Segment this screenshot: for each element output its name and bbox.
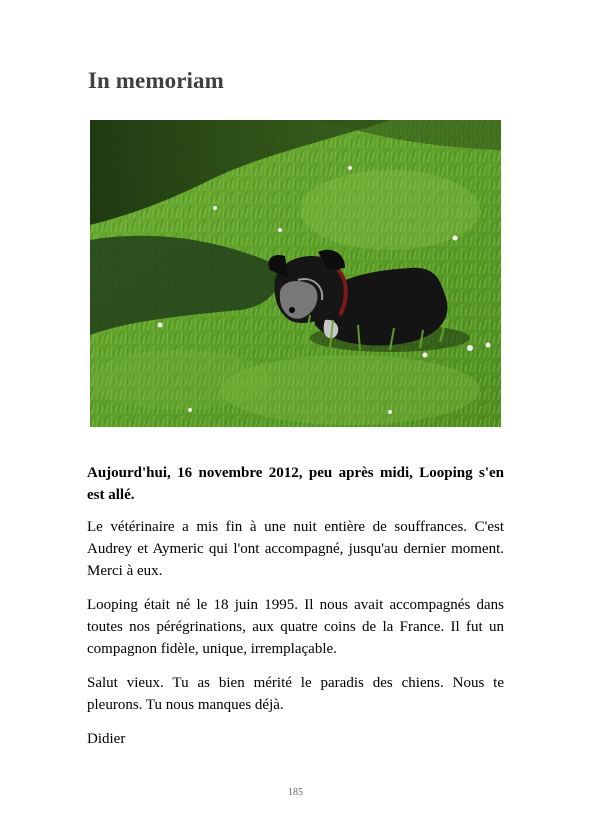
- memorial-text: [87, 462, 504, 762]
- dog-photo: [90, 120, 501, 427]
- lead-paragraph: Aujourd'hui, 16 novembre 2012, peu après midi, Looping s'en est allé.: [87, 465, 504, 503]
- signature: Didier: [87, 731, 126, 747]
- page-number: 185: [288, 787, 303, 798]
- page-title: In memoriam: [88, 68, 224, 93]
- paragraph-2: Looping était né le 18 juin 1995. Il nous avait accompagnés dans toutes nos pérégrinations, aux quatre coins de la France. Il fut un compagnon fidèle, unique, irremplaçable.: [87, 597, 504, 657]
- paragraph-3: Salut vieux. Tu as bien mérité le paradis des chiens. Nous te pleurons. Tu nous manques déjà.: [87, 675, 504, 713]
- paragraph-1: Le vétérinaire a mis fin à une nuit entière de souffrances. C'est Audrey et Aymeric qui l'ont accompagné, jusqu'au dernier moment. Merci à eux.: [87, 519, 504, 579]
